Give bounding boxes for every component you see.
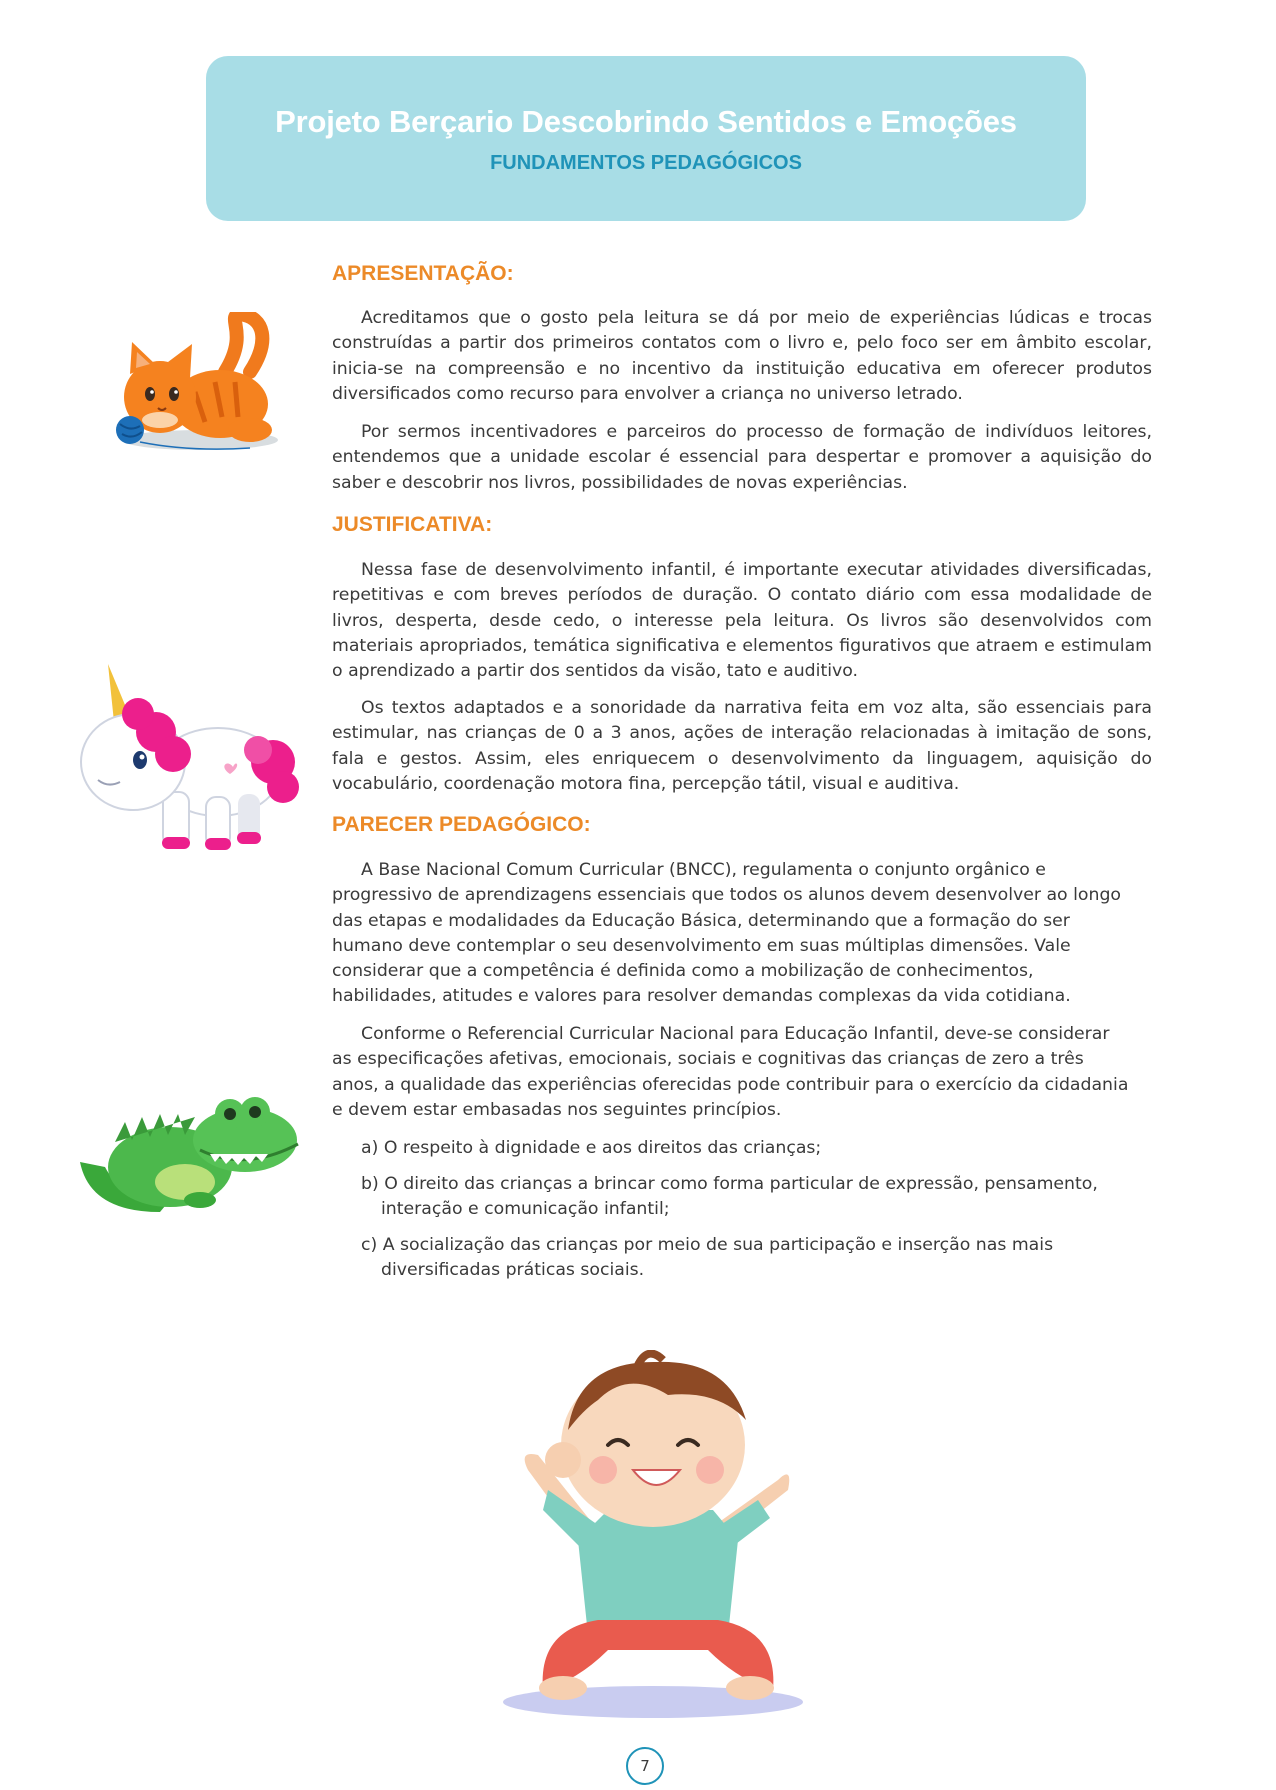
paragraph-parecer-2: Conforme o Referencial Curricular Nacional para Educação Infantil, deve-se considerar as especificações afetivas, emocionais, sociais e cognitivas das crianças de zero a três anos, a qualidade das experiências oferecidas pode contribuir para o exercício da cidadania e devem estar embasadas nos seguintes princípios. bbox=[332, 1024, 1129, 1120]
kitten-illustration bbox=[100, 312, 285, 472]
heading-apresentacao: APRESENTAÇÃO: bbox=[332, 262, 514, 285]
unicorn-illustration bbox=[78, 662, 304, 862]
principle-item-a: a) O respeito à dignidade e aos direitos das crianças; bbox=[361, 1138, 822, 1158]
principle-item-c: c) A socialização das crianças por meio de sua participação e inserção nas mais diversificadas práticas sociais. bbox=[361, 1235, 1054, 1281]
paragraph-parecer-1: A Base Nacional Comum Curricular (BNCC), regulamenta o conjunto orgânico e progressivo de aprendizagens essenciais que todos os alunos devem desenvolver ao longo das etapas e modalidades da Educação Básica, determinando que a formação do ser humano deve contemplar o seu desenvolvimento em suas múltiplas dimensões. Vale considerar que a competência é definida como a mobilização de conhecimentos, habilidades, atitudes e valores para resolver demandas complexas da vida cotidiana. bbox=[332, 860, 1121, 1007]
crocodile-illustration bbox=[70, 1072, 306, 1222]
principle-item-b: b) O direito das crianças a brincar como forma particular de expressão, pensamento, interação e comunicação infantil; bbox=[361, 1174, 1098, 1220]
page-subtitle: FUNDAMENTOS PEDAGÓGICOS bbox=[490, 152, 802, 174]
paragraph-justificativa-2: Os textos adaptados e a sonoridade da narrativa feita em voz alta, são essenciais para estimular, nas crianças de 0 a 3 anos, ações de interação relacionadas à imitação de sons, fala e gestos. Assim, eles enriquecem o desenvolvimento da linguagem, aquisição do vocabulário, coordenação motora fina, percepção tátil, visual e auditiva. bbox=[332, 698, 1152, 794]
header-banner bbox=[206, 56, 1086, 221]
page-number: 7 bbox=[626, 1747, 664, 1785]
paragraph-apresentacao-1: Acreditamos que o gosto pela leitura se dá por meio de experiências lúdicas e trocas construídas a partir dos primeiros contatos com o livro e, pelo foco ser em âmbito escolar, inicia-se na compreensão e no incentivo da instituição educativa em oferecer produtos diversificados como recurso para envolver a criança no universo letrado. bbox=[332, 308, 1152, 404]
heading-parecer: PARECER PEDAGÓGICO: bbox=[332, 813, 591, 836]
paragraph-apresentacao-2: Por sermos incentivadores e parceiros do processo de formação de indivíduos leitores, entendemos que a unidade escolar é essencial para despertar e promover a aquisição do saber e descobrir nos livros, possibilidades de novas experiências. bbox=[332, 422, 1152, 493]
paragraph-justificativa-1: Nessa fase de desenvolvimento infantil, é importante executar atividades diversificadas, repetitivas e com breves períodos de duração. O contato diário com essa modalidade de livros, desperta, desde cedo, o interesse pela leitura. Os livros são desenvolvidos com materiais apropriados, temática significativa e elementos figurativos que atraem e estimulam o aprendizado a partir dos sentidos da visão, tato e auditivo. bbox=[332, 560, 1152, 682]
heading-justificativa: JUSTIFICATIVA: bbox=[332, 513, 493, 536]
baby-illustration bbox=[488, 1350, 808, 1720]
page-title: Projeto Berçario Descobrindo Sentidos e Emoções bbox=[275, 104, 1017, 139]
